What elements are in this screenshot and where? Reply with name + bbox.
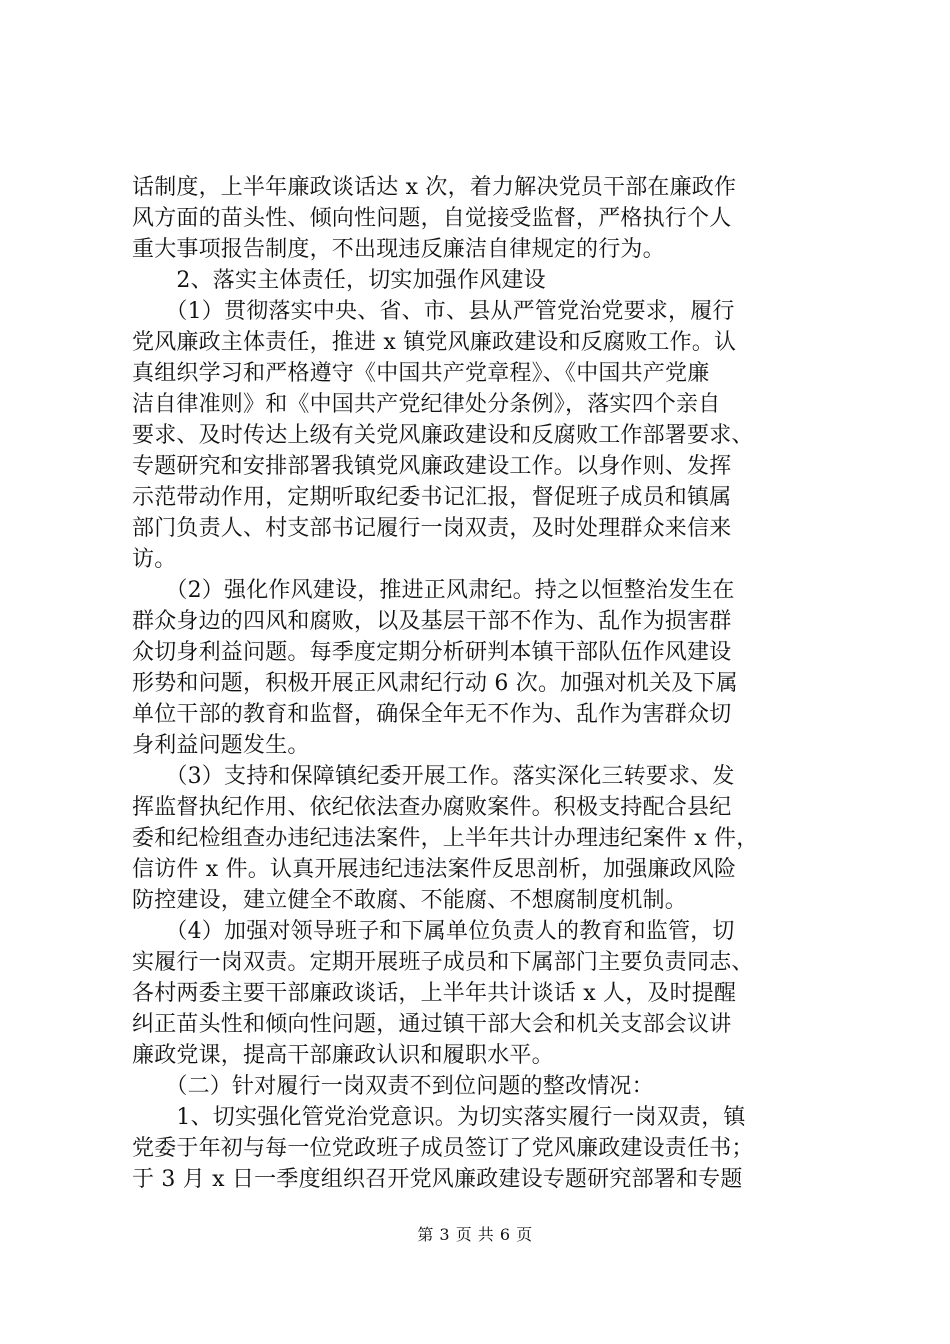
text-line: 要求、及时传达上级有关党风廉政建设和反腐败工作部署要求、 [132, 423, 754, 448]
text-line: 话制度，上半年廉政谈话达 x 次，着力解决党员干部在廉政作 [132, 175, 737, 200]
text-line: 委和纪检组查办违纪违法案件，上半年共计办理违纪案件 x 件， [132, 826, 759, 851]
text-line: 风方面的苗头性、倾向性问题，自觉接受监督，严格执行个人 [132, 206, 732, 231]
text-line: 身利益问题发生。 [132, 733, 310, 758]
text-line: 实履行一岗双责。定期开展班子成员和下属部门主要负责同志、 [132, 950, 754, 975]
text-line: 各村两委主要干部廉政谈话，上半年共计谈话 x 人，及时提醒 [132, 981, 737, 1006]
text-line: 单位干部的教育和监督，确保全年无不作为、乱作为害群众切 [132, 702, 732, 727]
page-number-footer: 第 3 页 共 6 页 [417, 1225, 533, 1244]
text-line: 真组织学习和严格遵守《中国共产党章程》、《中国共产党廉 [132, 361, 710, 386]
text-line: 众切身利益问题。每季度定期分析研判本镇干部队伍作风建设 [132, 640, 732, 665]
text-line: 纠正苗头性和倾向性问题，通过镇干部大会和机关支部会议讲 [132, 1012, 732, 1037]
text-line: 于 3 月 x 日一季度组织召开党风廉政建设专题研究部署和专题 [132, 1167, 743, 1192]
text-line: （3）支持和保障镇纪委开展工作。落实深化三转要求、发 [132, 764, 735, 789]
text-line: 党委于年初与每一位党政班子成员签订了党风廉政建设责任书； [132, 1136, 754, 1161]
text-line: （2）强化作风建设，推进正风肃纪。持之以恒整治发生在 [132, 578, 735, 603]
text-line: 专题研究和安排部署我镇党风廉政建设工作。以身作则、发挥 [132, 454, 732, 479]
text-line: 群众身边的四风和腐败，以及基层干部不作为、乱作为损害群 [132, 609, 732, 634]
text-line: 信访件 x 件。认真开展违纪违法案件反思剖析，加强廉政风险 [132, 857, 737, 882]
text-line: 访。 [132, 547, 177, 572]
text-line: 1、切实强化管党治党意识。为切实落实履行一岗双责，镇 [132, 1105, 746, 1130]
text-line: 形势和问题，积极开展正风肃纪行动 6 次。加强对机关及下属 [132, 671, 738, 696]
text-line: 防控建设，建立健全不敢腐、不能腐、不想腐制度机制。 [132, 888, 688, 913]
text-line: 示范带动作用，定期听取纪委书记汇报，督促班子成员和镇属 [132, 485, 732, 510]
text-line: 重大事项报告制度，不出现违反廉洁自律规定的行为。 [132, 237, 665, 262]
text-line: 挥监督执纪作用、依纪依法查办腐败案件。积极支持配合县纪 [132, 795, 732, 820]
section-heading: （二）针对履行一岗双责不到位问题的整改情况： [132, 1074, 654, 1099]
text-line: 党风廉政主体责任，推进 x 镇党风廉政建设和反腐败工作。认 [132, 330, 737, 355]
text-line: （4）加强对领导班子和下属单位负责人的教育和监管，切 [132, 919, 735, 944]
section-heading: 2、落实主体责任，切实加强作风建设 [132, 268, 546, 293]
text-line: 部门负责人、村支部书记履行一岗双责，及时处理群众来信来 [132, 516, 732, 541]
text-line: （1）贯彻落实中央、省、市、县从严管党治党要求，履行 [132, 299, 735, 324]
text-line: 洁自律准则》和《中国共产党纪律处分条例》，落实四个亲自 [132, 392, 721, 417]
body-text [132, 172, 832, 1195]
text-line: 廉政党课，提高干部廉政认识和履职水平。 [132, 1043, 554, 1068]
